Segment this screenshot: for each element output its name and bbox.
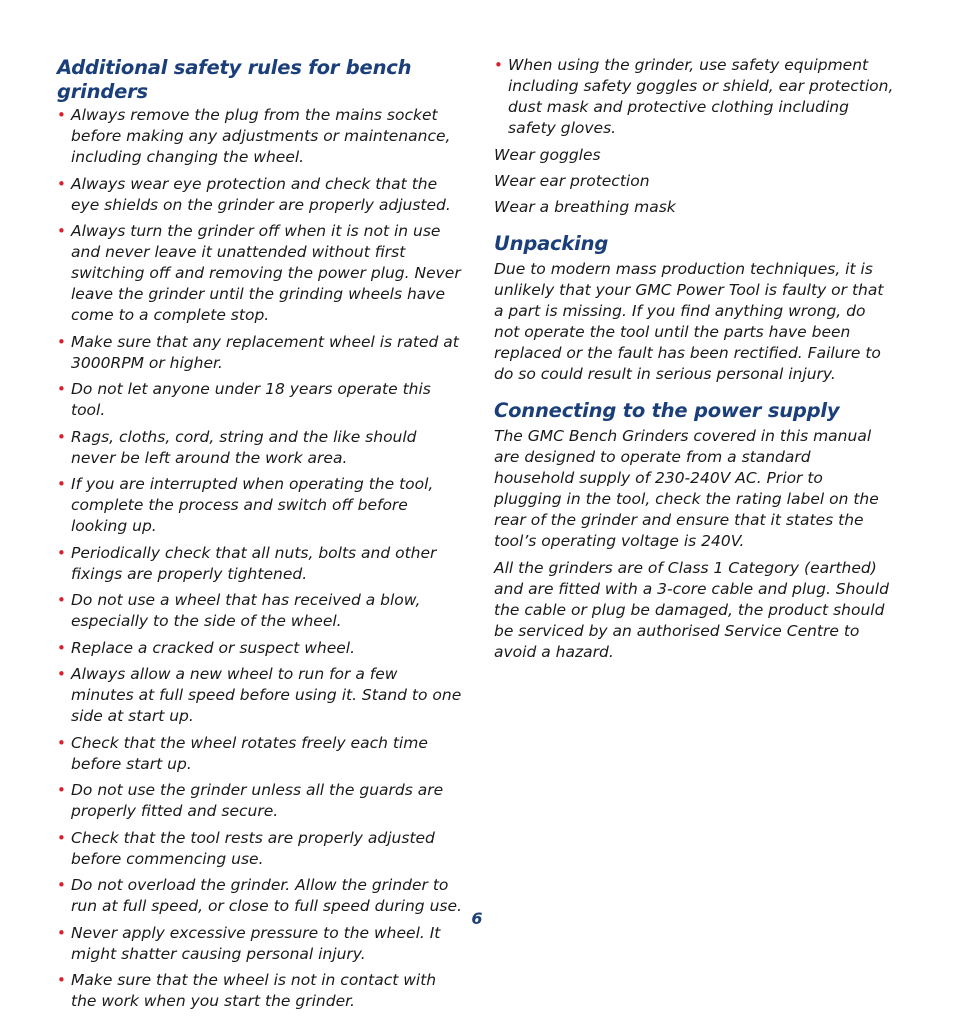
- list-item: • Never apply excessive pressure to the wheel. It might shatter causing personal injury.: [57, 923, 462, 965]
- list-item: • Always wear eye protection and check that the eye shields on the grinder are properly adjusted.: [57, 174, 462, 216]
- wear-ear-protection-text: Wear ear protection: [494, 171, 650, 190]
- list-item: • Do not overload the grinder. Allow the grinder to run at full speed, or close to full speed during use.: [57, 875, 462, 917]
- list-item: • Make sure that any replacement wheel is rated at 3000RPM or higher.: [57, 332, 462, 374]
- list-item: • Always remove the plug from the mains socket before making any adjustments or maintenance, including changing the wheel.: [57, 105, 462, 168]
- list-item: • Rags, cloths, cord, string and the like should never be left around the work area.: [57, 427, 462, 469]
- power-supply-paragraph: The GMC Bench Grinders covered in this manual are designed to operate from a standard household supply of 230-240V AC. Prior to plugging in the tool, check the rating label on the rear of the grinder and ensure that it states the tool’s operating voltage is 240V.: [494, 426, 879, 550]
- right-column: [494, 55, 894, 669]
- left-column: [57, 56, 462, 1018]
- unpacking-heading: Unpacking: [494, 231, 609, 255]
- safety-rules-heading: Additional safety rules for bench grinders: [57, 56, 412, 103]
- page-number: 6: [471, 909, 483, 928]
- list-item: • Do not use a wheel that has received a blow, especially to the side of the wheel.: [57, 590, 462, 632]
- unpacking-paragraph: Due to modern mass production techniques, it is unlikely that your GMC Power Tool is faulty or that a part is missing. If you find anything wrong, do not operate the tool until the parts have been replaced or the fault has been rectified. Failure to do so could result in serious personal injury.: [494, 259, 884, 383]
- unpacking-section: [494, 232, 894, 385]
- list-item: • Periodically check that all nuts, bolts and other fixings are properly tightened.: [57, 543, 462, 585]
- safety-rules-list: [57, 105, 462, 1012]
- list-item: • When using the grinder, use safety equipment including safety goggles or shield, ear protection, dust mask and protective clothing including safety gloves.: [494, 55, 894, 139]
- list-item: • If you are interrupted when operating the tool, complete the process and switch off before looking up.: [57, 474, 462, 537]
- list-item: • Always turn the grinder off when it is not in use and never leave it unattended without first switching off and removing the power plug. Never leave the grinder until the grinding wheels have come to a complete stop.: [57, 221, 462, 326]
- list-item: • Check that the wheel rotates freely each time before start up.: [57, 733, 462, 775]
- list-item: • Do not let anyone under 18 years operate this tool.: [57, 379, 462, 421]
- list-item: • Always allow a new wheel to run for a few minutes at full speed before using it. Stand to one side at start up.: [57, 664, 462, 727]
- power-supply-section: [494, 399, 894, 663]
- power-supply-paragraph: All the grinders are of Class 1 Category (earthed) and are fitted with a 3-core cable and plug. Should the cable or plug be damaged, the product should be serviced by an authorised Service Centre to avoid a hazard.: [494, 558, 889, 661]
- list-item: • Check that the tool rests are properly adjusted before commencing use.: [57, 828, 462, 870]
- safety-equipment-list: [494, 55, 894, 139]
- power-supply-heading: Connecting to the power supply: [494, 398, 840, 422]
- list-item: • Make sure that the wheel is not in contact with the work when you start the grinder.: [57, 970, 462, 1012]
- list-item: • Do not use the grinder unless all the guards are properly fitted and secure.: [57, 780, 462, 822]
- list-item: • Replace a cracked or suspect wheel.: [57, 638, 462, 659]
- wear-goggles-text: Wear goggles: [494, 145, 601, 164]
- wear-breathing-mask-text: Wear a breathing mask: [494, 197, 676, 216]
